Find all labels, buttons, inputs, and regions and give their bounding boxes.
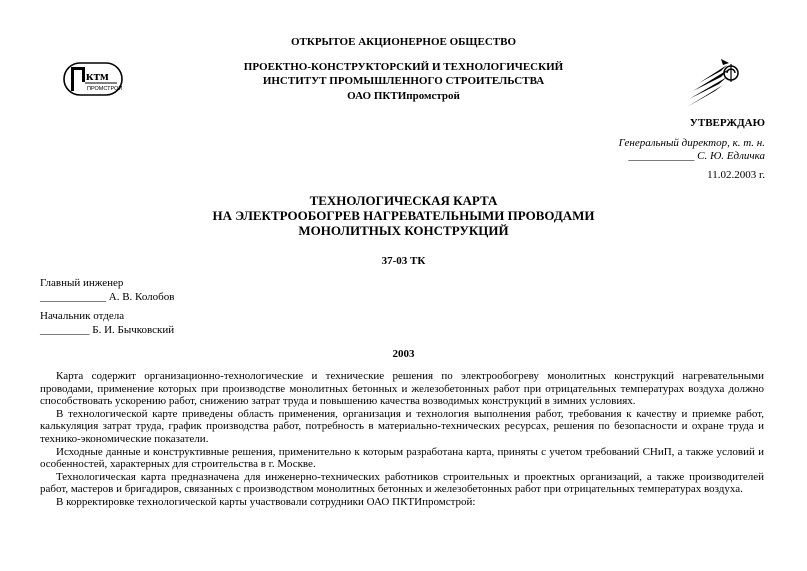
pktm-logo-icon bbox=[62, 61, 124, 97]
paragraph-contents: В технологической карте приведены область применения, организация и технология выполнения работ, требования к качеству и приемке работ, калькуляция затрат труда, график производства работ, потребность в материально-технических ресурсах, решения по безопасности и охране труда и технико-экономические показатели. bbox=[40, 407, 764, 445]
chief-engineer-label: Главный инженер bbox=[40, 277, 124, 289]
organization-name-line1: ПРОЕКТНО-КОНСТРУКТОРСКИЙ И ТЕХНОЛОГИЧЕСКИЙ bbox=[243, 61, 564, 73]
paragraph-audience: Технологическая карта предназначена для инженерно-технических работников строительных и проектных организаций, а также производителей работ, мастеров и бригадиров, связанных с производством монолитных бетонных и железобетонных работ при отрицательных температурах воздуха. bbox=[40, 470, 764, 496]
document-year: 2003 bbox=[392, 348, 415, 360]
document-title-line2: НА ЭЛЕКТРООБОГРЕВ НАГРЕВАТЕЛЬНЫМИ ПРОВОДАМИ bbox=[212, 208, 595, 223]
paragraph-contributors: В корректировке технологической карты участвовали сотрудники ОАО ПКТИпромстрой: bbox=[56, 495, 476, 508]
approval-date: 11.02.2003 г. bbox=[707, 169, 765, 181]
emblem-icon bbox=[683, 55, 745, 113]
company-emblem bbox=[683, 55, 745, 113]
document-title-line3: МОНОЛИТНЫХ КОНСТРУКЦИЙ bbox=[298, 223, 509, 238]
pktm-logo bbox=[62, 61, 124, 97]
organization-name-line2: ИНСТИТУТ ПРОМЫШЛЕННОГО СТРОИТЕЛЬСТВА bbox=[262, 75, 545, 87]
paragraph-source-data: Исходные данные и конструктивные решения, применительно к которым разработана карта, приняты с учетом требований СНиП, а также условий и особенностей, характерных для строительства в г. Москве. bbox=[40, 445, 764, 471]
dept-head-label: Начальник отдела bbox=[40, 310, 125, 322]
logo-letters: ктм bbox=[86, 68, 109, 83]
organization-type: ОТКРЫТОЕ АКЦИОНЕРНОЕ ОБЩЕСТВО bbox=[290, 36, 517, 48]
body-text bbox=[40, 370, 764, 509]
logo-subtext: ПРОМСТРОЙ bbox=[87, 86, 123, 92]
organization-short-name: ОАО ПКТИпромстрой bbox=[347, 90, 460, 102]
document-title-line1: ТЕХНОЛОГИЧЕСКАЯ КАРТА bbox=[309, 193, 498, 208]
paragraph-summary: Карта содержит организационно-технологические и технические решения по электрообогреву монолитных конструкций нагревательными проводами, применение которых при производстве монолитных бетонных и железобетонных работ при отрицательных температурах воздуха должно способствовать ускорению работ, снижению затрат труда и повышению качества возводимых конструкций в зимних условиях. bbox=[40, 370, 764, 408]
chief-engineer-signature: ____________ А. В. Колобов bbox=[40, 291, 175, 303]
approver-signature-line: ____________ С. Ю. Едличка bbox=[628, 150, 765, 162]
dept-head-signature: _________ Б. И. Бычковский bbox=[40, 324, 175, 336]
approver-position: Генеральный директор, к. т. н. bbox=[618, 137, 765, 149]
document-code: 37-03 ТК bbox=[381, 255, 426, 267]
approval-stamp-title: УТВЕРЖДАЮ bbox=[689, 117, 765, 129]
